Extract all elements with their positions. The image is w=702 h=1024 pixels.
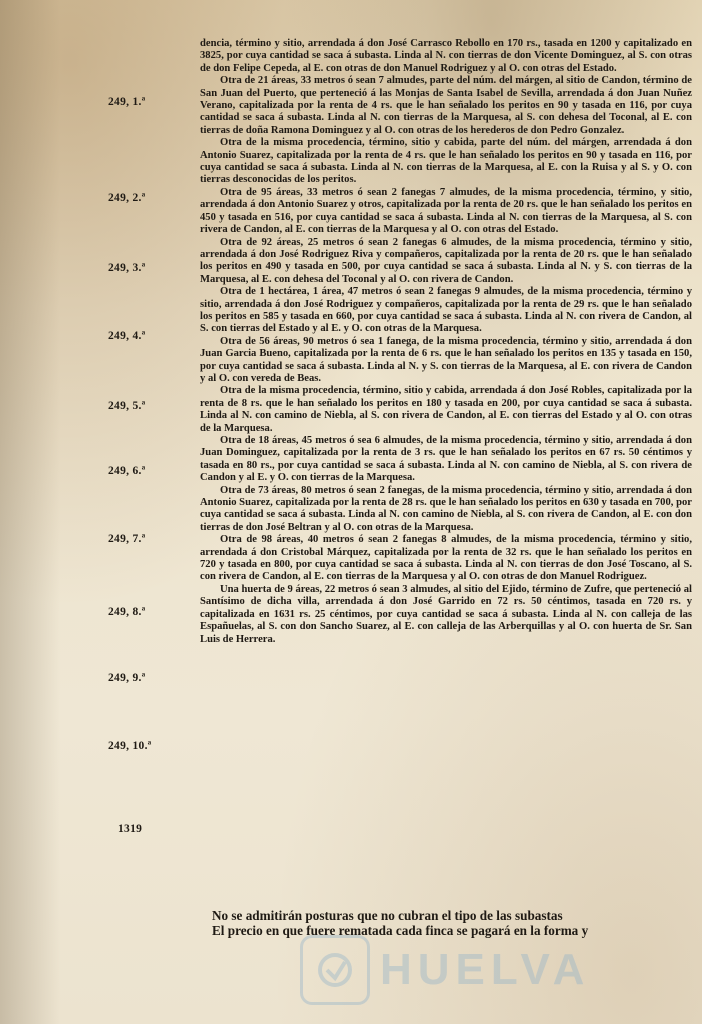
entry-text: Otra de 56 áreas, 90 metros ó sea 1 fanega, de la misma procedencia, término y sitio, arrendada á don Juan Garcia Bueno, capitalizada por la renta de 6 rs. que le han señalado los peritos en 135 y tasada en 150, por cuya cantidad se saca á subasta. Linda al N. y S. con tierras de la Marquesa, al E. con rivera de Candon y al O. con vereda de Beas. [200, 335, 692, 384]
entry-text: Otra de 18 áreas, 45 metros ó sea 6 almudes, de la misma procedencia, término y sitio, arrendada á don Juan Dominguez, capitalizada por la renta de 3 rs. que le han señalado los peritos en 67 rs. 50 céntimos y tasada en 80 rs., por cuya cantidad se saca á subasta. Linda al N. con camino de Niebla, al S. con rivera de Candon y al E. y O. con tierras de la Marquesa. [200, 435, 692, 484]
entry-10 [200, 534, 692, 584]
entry-text: Otra de 98 áreas, 40 metros ó sean 2 fanegas 8 almudes, de la misma procedencia, término y sitio, arrendada á don Cristobal Márquez, capitalizada por la renta de 32 rs. que le han señalado los peritos en 720 y tasada en 800, por cuya cantidad se saca á subasta. Linda al N. con tierras de don José Toscano, al S. con rivera de Candon, al E. con tierras de la Marquesa y al O. con otras de don Manuel Rodriguez. [200, 534, 692, 583]
entry-1 [200, 75, 692, 137]
entry-text: Otra de la misma procedencia, término, sitio y cabida, arrendada á don José Robles, capitalizada por la renta de 8 rs. que le han señalado los peritos en 180 y tasada en 200, por cuya cantidad se saca á subasta. Linda al N. con camino de Niebla, al S. con rivera de Candon, al E. con tierras del Estado y al O. con otras de la Marquesa. [200, 385, 692, 434]
margin-ref-6: 249, 6.ª [108, 465, 146, 477]
footer-notice [200, 908, 692, 938]
entry-2 [200, 137, 692, 187]
margin-ref-11: 1319 [118, 823, 143, 835]
footer-line-1: No se admitirán posturas que no cubran el tipo de las subastas [212, 908, 563, 923]
page-fold-shadow [0, 0, 60, 1024]
entry-0 [200, 38, 692, 75]
entry-8 [200, 435, 692, 485]
footer-line-2: El precio en que fuere rematada cada finca se pagará en la forma y [212, 923, 589, 938]
entry-5 [200, 286, 692, 336]
entry-text: Otra de la misma procedencia, término, sitio y cabida, parte del núm. del márgen, arrendada á don Antonio Suarez, capitalizada por la renta de 4 rs. que le han señalado los peritos en 90 y tasada en 116, por cuya cantidad se saca á subasta. Linda al N. con tierras de la Marquesa, al E. con la Ruisa y al S. y O. con tierras desconocidas de los peritos. [200, 137, 692, 186]
archive-watermark [300, 935, 680, 1005]
entry-9 [200, 485, 692, 535]
ok-logo-icon [300, 935, 370, 1005]
ok-logo-graphic [313, 948, 357, 992]
margin-ref-2: 249, 2.ª [108, 192, 146, 204]
margin-ref-8: 249, 8.ª [108, 606, 146, 618]
entry-text: Otra de 92 áreas, 25 metros ó sean 2 fanegas 6 almudes, de la misma procedencia, término y sitio, arrendada á don José Rodriguez Riva y compañeros, capitalizada por la renta de 20 rs. que le han señalado los peritos en 490 y tasada en 500, por cuya cantidad se saca á subasta. Linda al N. y S. con tierras de la Marquesa, al E. con dehesa del Toconal y al O. con rivera de Candon. [200, 236, 692, 285]
entry-11 [200, 584, 692, 646]
entry-7 [200, 385, 692, 435]
entry-text: Otra de 1 hectárea, 1 área, 47 metros ó sean 2 fanegas 9 almudes, de la misma procedencia, término y sitio, arrendada á don José Rodriguez y compañeros, capitalizada por la renta de 29 rs. que le han señalado los peritos en 585 y tasada en 660, por cuya cantidad se saca á subasta. Linda al N. con rivera de Candon, al S. con tierras del Estado y al E. y O. con otras de la Marquesa. [200, 286, 692, 335]
margin-ref-4: 249, 4.ª [108, 330, 146, 342]
margin-ref-7: 249, 7.ª [108, 533, 146, 545]
entry-3 [200, 187, 692, 237]
entry-4 [200, 237, 692, 287]
entry-text: Una huerta de 9 áreas, 22 metros ó sean 3 almudes, al sitio del Ejido, término de Zufre, que perteneció al Santísimo de dicha villa, arrendada á don José Garrido en 72 rs. 50 céntimos, tasada en 720 rs. y capitalizada en 1631 rs. 25 céntimos, por cuya cantidad se saca á subasta. Linda al N. con calleja de las Españuelas, al S. con don Sancho Suarez, al E. con calleja de las Arberquillas y al O. con huerta de Sr. San Luis de Herrera. [200, 583, 692, 645]
entry-text: Otra de 21 áreas, 33 metros ó sean 7 almudes, parte del núm. del márgen, al sitio de Candon, término de San Juan del Puerto, que perteneció á las Monjas de Santa Isabel de Sevilla, arrendada á don Juan Nuñez Verano, capitalizada por la renta de 4 rs. que le han señalado los peritos en 90 y tasada en 116, por cuya cantidad se saca á subasta. Linda al N. con tierras de la Marquesa, al S. con dehesa del Toconal, al E. con tierras de doña Ramona Dominguez y al O. con otras de los herederos de don Pedro Gonzalez. [200, 75, 692, 136]
document-body [200, 38, 692, 646]
margin-ref-1: 249, 1.ª [108, 96, 146, 108]
watermark-text: HUELVA [380, 945, 591, 994]
margin-ref-10: 249, 10.ª [108, 740, 152, 752]
entry-text: dencia, término y sitio, arrendada á don José Carrasco Rebollo en 170 rs., tasada en 1200 y capitalizado en 3825, por cuya cantidad se saca á subasta. Linda al N. con tierras de don Vicente Dominguez, al S. con otras de don Felipe Cepeda, al E. con otras de don Manuel Rodriguez y al O. con otras del Estado. [200, 38, 692, 74]
margin-ref-9: 249, 9.ª [108, 672, 146, 684]
entry-text: Otra de 73 áreas, 80 metros ó sean 2 fanegas, de la misma procedencia, término y sitio, arrendada á don Antonio Suarez, capitalizada por la renta de 28 rs. que le han señalado los peritos en 630 y tasada en 700, por cuya cantidad se saca á subasta. Linda al N. con camino de Niebla, al S. con rivera de Candon, al E. con don tierras de don José Beltran y al O. con otras de la Marquesa. [200, 484, 692, 533]
entry-text: Otra de 95 áreas, 33 metros ó sean 2 fanegas 7 almudes, de la misma procedencia, término, y sitio, arrendada á don Antonio Suarez y otros, capitalizada por la renta de 20 rs. que le han señalado los peritos en 450 y tasada en 516, por cuya cantidad se saca á subasta. Linda al N. con tierras de la Marquesa, al S. con rivera de Candon, al E. con tierras de la Marquesa y al O. con otras del Estado. [200, 186, 692, 236]
margin-ref-5: 249, 5.ª [108, 400, 146, 412]
margin-ref-3: 249, 3.ª [108, 262, 146, 274]
entry-6 [200, 336, 692, 386]
